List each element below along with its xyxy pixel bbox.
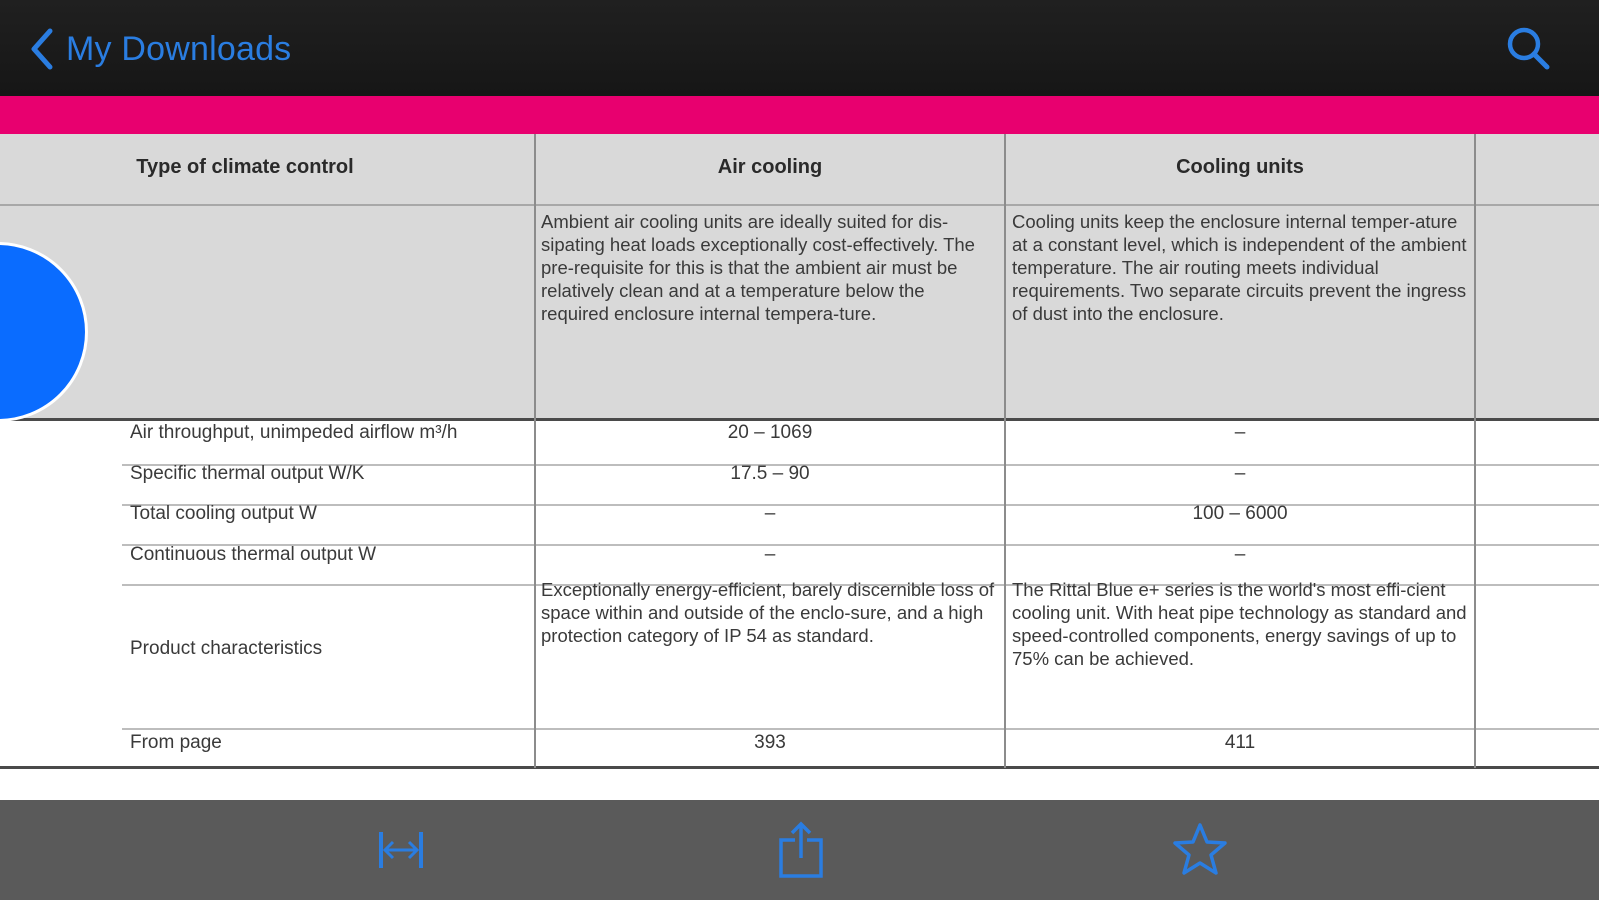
divider bbox=[0, 418, 1599, 421]
row-label: From page bbox=[130, 732, 222, 753]
column-header-type: Type of climate control bbox=[136, 156, 354, 178]
back-button[interactable] bbox=[26, 24, 291, 74]
bottom-toolbar bbox=[0, 800, 1599, 900]
share-icon[interactable] bbox=[771, 820, 831, 880]
row-value-cooling: The Rittal Blue e+ series is the world's most effi-cient cooling unit. With heat pipe technology as standard and speed-controlled components, energy savings of up to 75% can be achieved. bbox=[1012, 579, 1467, 669]
divider bbox=[122, 728, 1599, 730]
row-value-cooling: 411 bbox=[1224, 732, 1256, 753]
row-label: Continuous thermal output W bbox=[130, 544, 377, 565]
column-header-cooling-units: Cooling units bbox=[1176, 156, 1304, 178]
column-divider bbox=[1474, 134, 1476, 768]
row-value-air: 17.5 – 90 bbox=[730, 463, 810, 484]
row-label: Total cooling output W bbox=[130, 503, 317, 524]
row-label: Specific thermal output W/K bbox=[130, 463, 365, 484]
row-value-air: 393 bbox=[754, 732, 786, 753]
cooling-units-description: Cooling units keep the enclosure internal temper-ature at a constant level, which is independent of the ambient temperature. The air routing meets individual requirements. Two separate circuits prevent the ingress of dust into the enclosure. bbox=[1012, 211, 1467, 324]
row-value-air: Exceptionally energy-efficient, barely discernible loss of space within and outside of the enclo-sure, and a high protection category of IP 54 as standard. bbox=[541, 579, 995, 646]
row-value-air: – bbox=[764, 544, 776, 565]
star-icon[interactable] bbox=[1170, 820, 1230, 880]
back-button-label: My Downloads bbox=[66, 29, 292, 68]
row-label: Product characteristics bbox=[130, 638, 323, 659]
air-cooling-description: Ambient air cooling units are ideally suited for dis-sipating heat loads exceptionally cost-effectively. The pre-requisite for this is that the ambient air must be relatively clean and at a temperature below the required enclosure internal tempera-ture. bbox=[541, 211, 975, 324]
top-navigation-bar bbox=[0, 0, 1599, 96]
row-label: Air throughput, unimpeded airflow m³/h bbox=[130, 422, 458, 443]
fit-width-icon[interactable] bbox=[371, 820, 431, 880]
row-value-cooling: – bbox=[1234, 422, 1246, 443]
divider bbox=[0, 204, 1599, 206]
divider bbox=[0, 766, 1599, 769]
row-value-air: – bbox=[764, 503, 776, 524]
row-value-cooling: – bbox=[1234, 463, 1246, 484]
column-divider bbox=[534, 134, 536, 768]
row-value-air: 20 – 1069 bbox=[727, 422, 813, 443]
document-page[interactable] bbox=[0, 134, 1599, 784]
brand-color-bar bbox=[0, 96, 1599, 134]
row-value-cooling: 100 – 6000 bbox=[1192, 503, 1288, 524]
row-value-cooling: – bbox=[1234, 544, 1246, 565]
column-header-air-cooling: Air cooling bbox=[717, 156, 823, 178]
chevron-left-icon bbox=[26, 27, 58, 71]
column-divider bbox=[1004, 134, 1006, 768]
search-icon[interactable] bbox=[1505, 25, 1553, 73]
